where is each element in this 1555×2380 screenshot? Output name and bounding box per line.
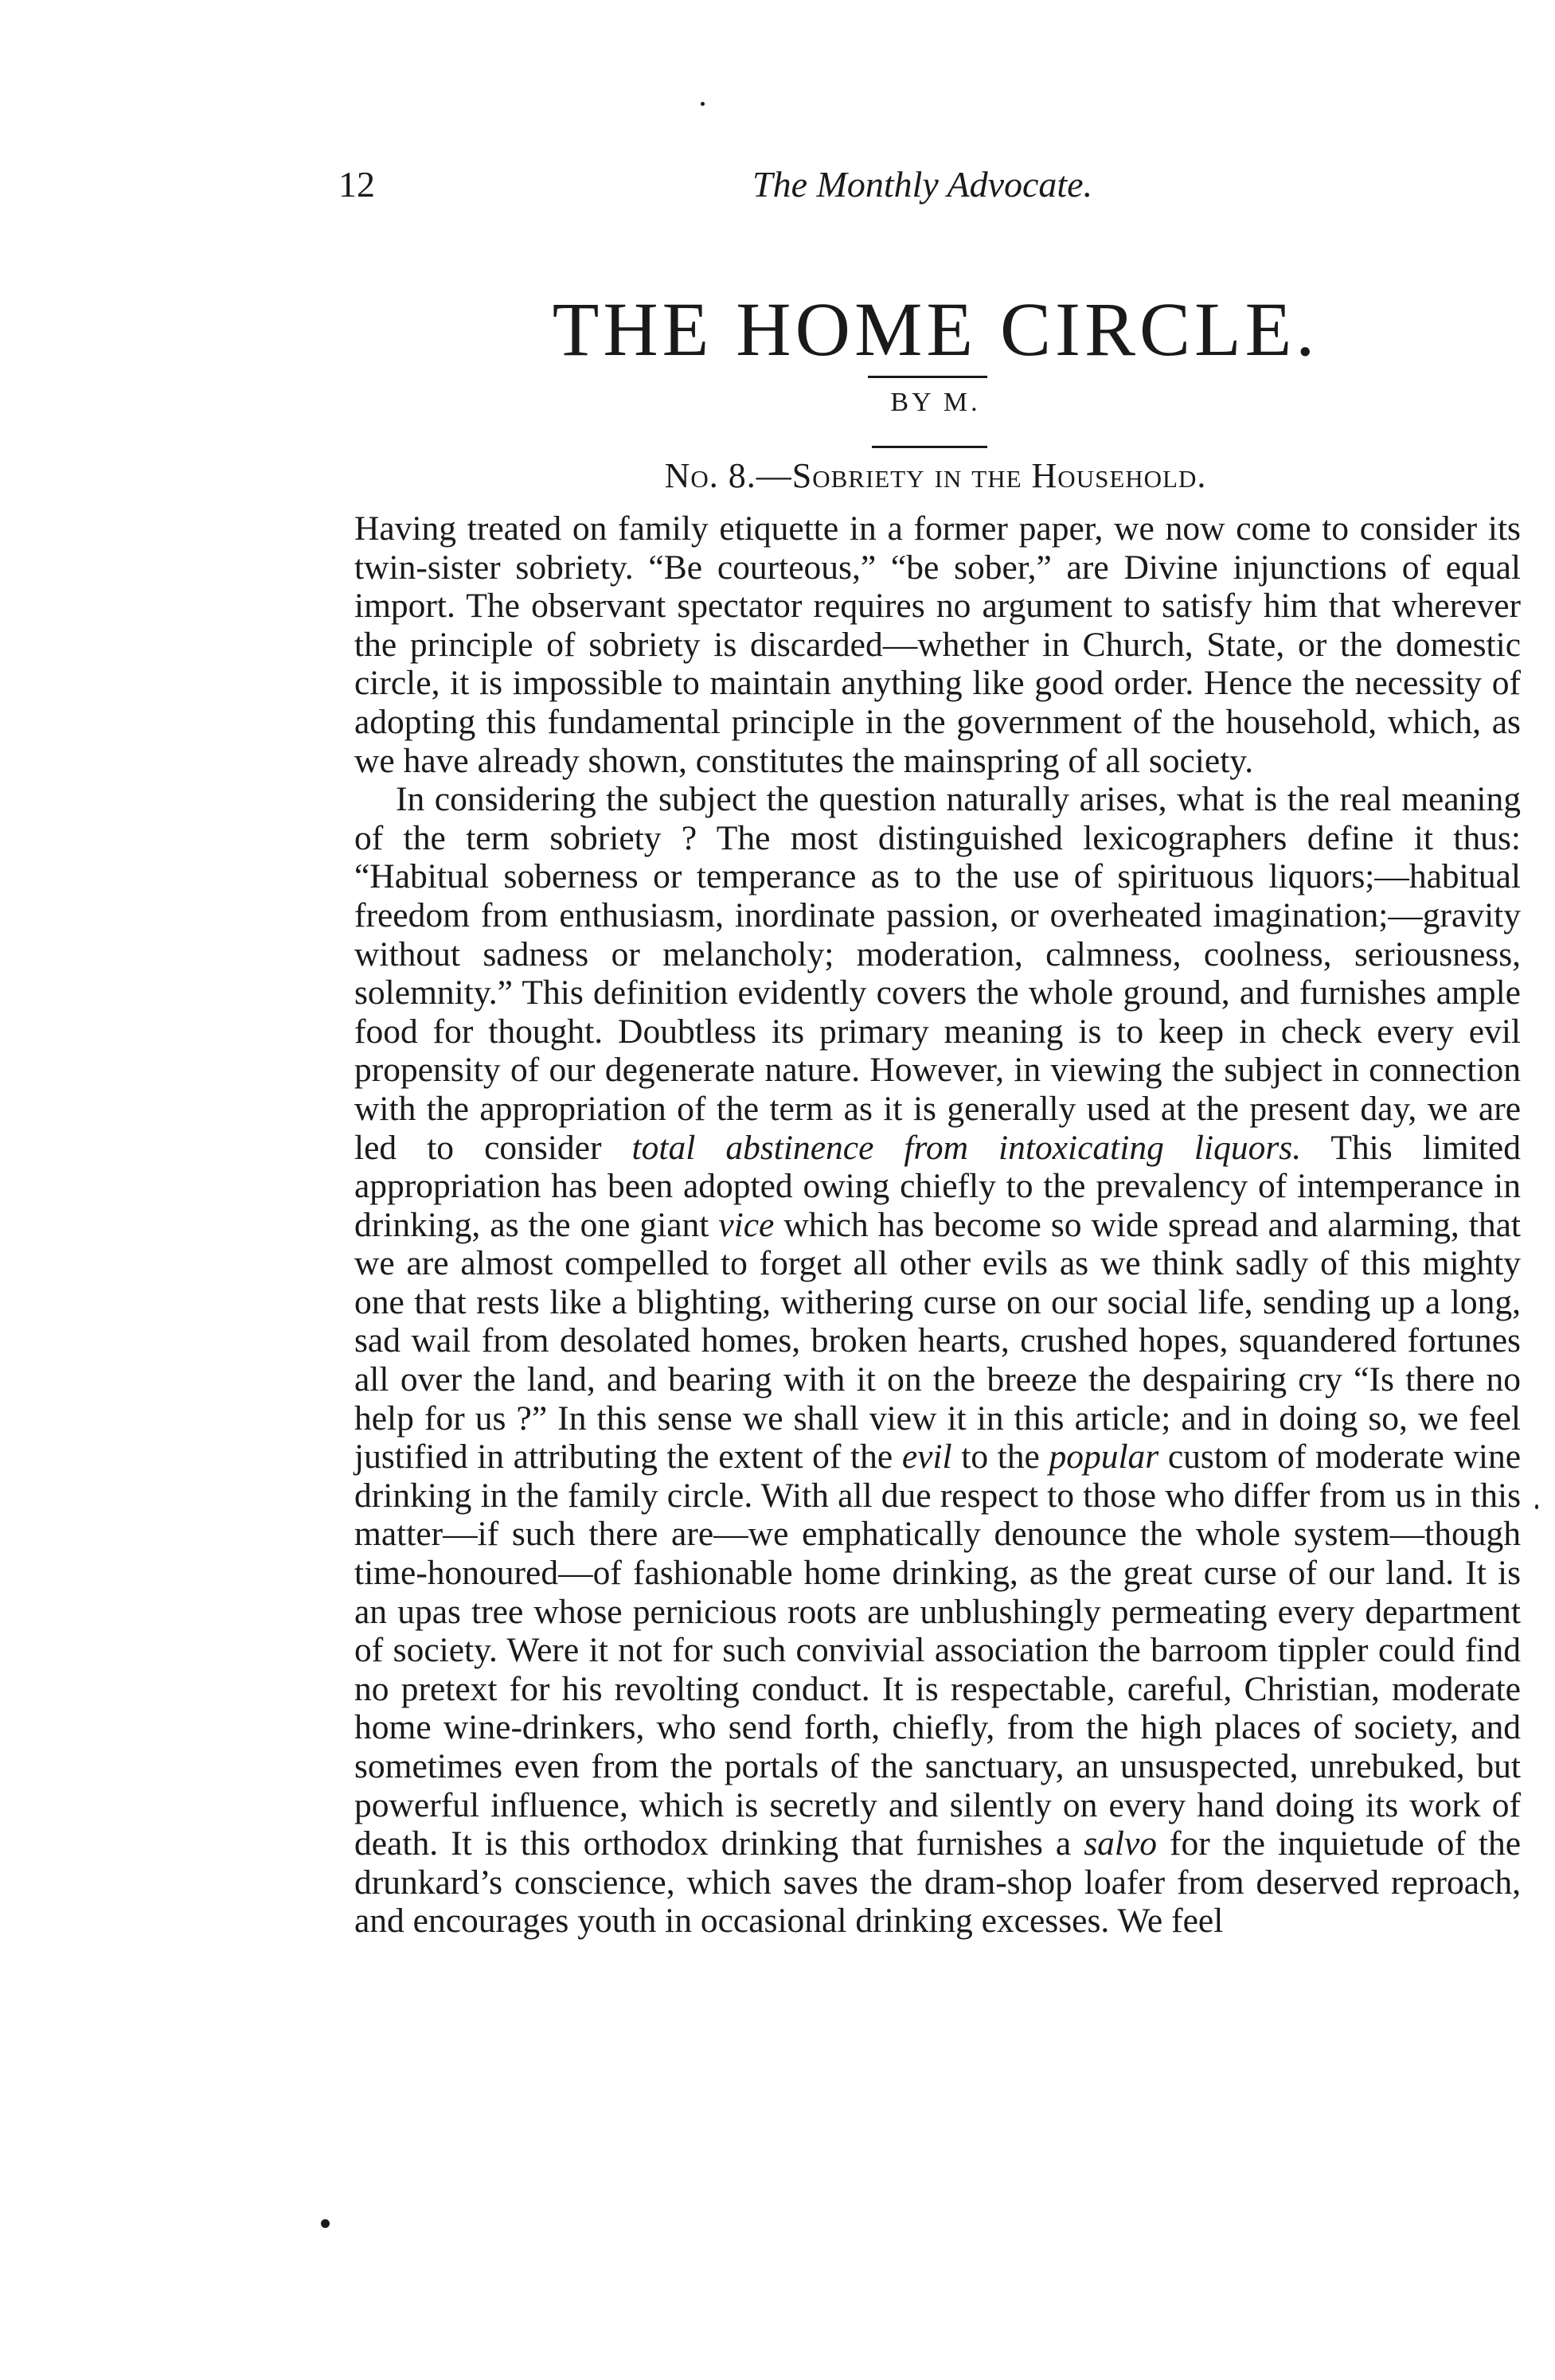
page-number: 12: [338, 164, 375, 205]
emphasis-popular: popular: [1049, 1438, 1159, 1477]
article-title: THE HOME CIRCLE.: [552, 287, 1319, 372]
running-title: The Monthly Advocate.: [752, 164, 1093, 205]
title-divider: [868, 376, 987, 378]
paragraph-2-text: for the inquietude of the drunkard’s conscience, which saves the dram-shop loafer from deserved reproach, and encourages youth in occasional drinking excesses. We feel: [354, 1824, 1522, 1941]
emphasis-evil: evil: [901, 1438, 952, 1477]
paragraph-2-text: to the: [961, 1438, 1040, 1477]
paragraph-2-text: In considering the subject the question naturally arises, what is the real meaning of the term sobriety ? The most distinguished lexicographers define it thus: “Habitual soberness or temperance as to the use of spirituous liquors;—habitual freedom from enthusiasm, inordinate passion, or overheated imagination;—gravity without sadness or melancholy; moderation, calmness, coolness, seriousness, solemnity.” This definition evidently covers the whole ground, and furnishes ample food for thought. Doubtless its primary meaning is to keep in check every evil propensity of our degenerate nature. However, in viewing the subject in connection with the appropriation of the term as it is generally used at the present day, we are led to consider: [354, 780, 1521, 1167]
ink-speck: [701, 102, 705, 106]
running-header: [338, 163, 1533, 211]
ink-speck: [1535, 1504, 1538, 1509]
paragraph-2-text: This limited appropriation has been adopted owing chiefly to the prevalency of intemperance in drinking, as the one giant: [354, 1128, 1521, 1244]
paragraph-2-text: custom of moderate wine drinking in the family circle. With all due respect to those who differ from us in this matter—if such there are—we emphatically denounce the whole system—though time-honoured—of fashionable home drinking, as the great curse of our land. It is an upas tree whose pernicious roots are unblushingly permeating every department of society. Were it not for such convivial association the barroom tippler could find no pretext for his revolting conduct. It is respectable, careful, Christian, moderate home wine-drinkers, who send forth, chiefly, from the high places of society, and sometimes even from the portals of the sanctuary, an unsuspected, unrebuked, but powerful influence, which is secretly and silently on every hand doing its work of death. It is this orthodox drinking that furnishes a: [354, 1438, 1522, 1863]
emphasis-salvo: salvo: [1084, 1824, 1158, 1863]
ink-speck: [321, 2219, 330, 2228]
paragraph-2: [354, 780, 1521, 1941]
article-body: [354, 509, 1521, 1941]
emphasis-total-abstinence: total abstinence from intoxicating liquors.: [631, 1128, 1302, 1167]
article-byline: BY M.: [890, 388, 981, 417]
byline-divider: [872, 446, 987, 448]
article-subtitle: No. 8.—Sobriety in the Household.: [664, 456, 1207, 495]
paragraph-2-text: which has become so wide spread and alarming, that we are almost compelled to forget all other evils as we think sadly of this mighty one that rests like a blighting, withering curse on our social life, sending up a long, sad wail from desolated homes, broken hearts, crushed hopes, squandered fortunes all over the land, and bearing with it on the breeze the despairing cry “Is there no help for us ?” In this sense we shall view it in this article; and in doing so, we feel justified in attributing the extent of the: [354, 1205, 1521, 1477]
paragraph-1: Having treated on family etiquette in a former paper, we now come to consider its twin-sister sobriety. “Be courteous,” “be sober,” are Divine injunctions of equal import. The observant spectator requires no argument to satisfy him that wherever the principle of sobriety is discarded—whether in Church, State, or the domestic circle, it is impossible to maintain anything like good order. Hence the necessity of adopting this fundamental principle in the government of the household, which, as we have already shown, constitutes the mainspring of all society.: [354, 509, 1521, 780]
emphasis-vice: vice: [718, 1205, 775, 1244]
